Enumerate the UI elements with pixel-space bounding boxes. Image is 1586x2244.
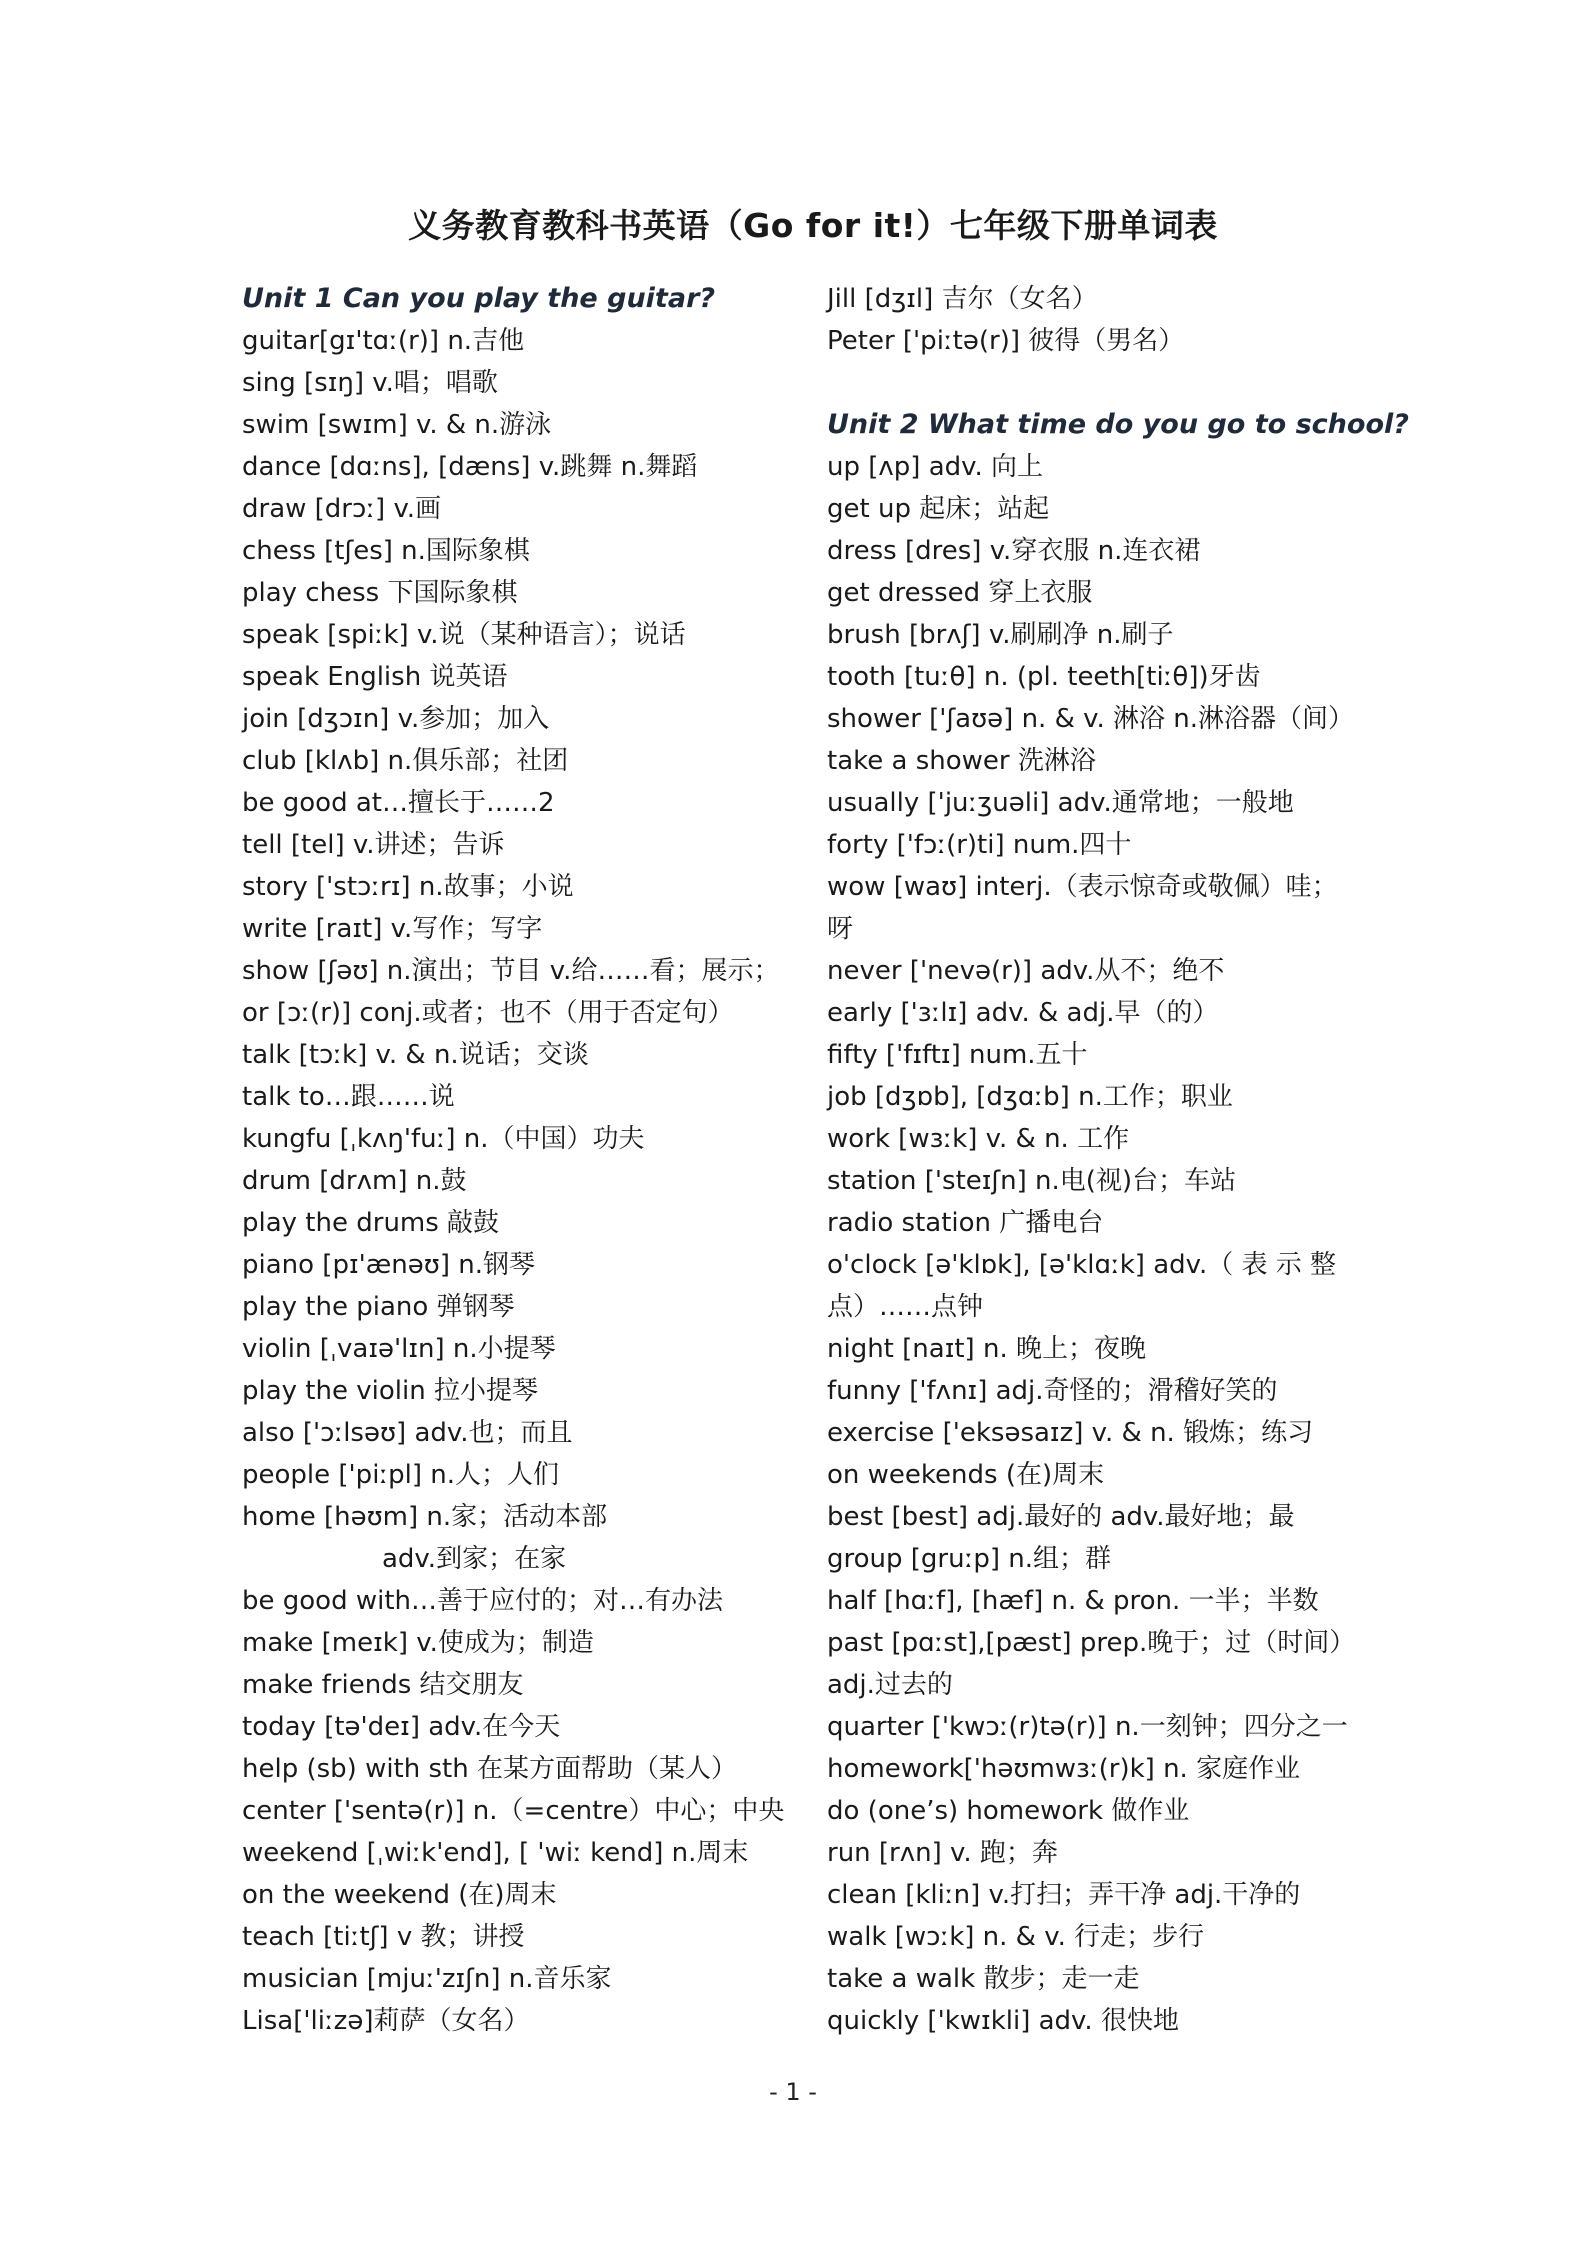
vocab-entry: funny ['fʌnɪ] adj.奇怪的；滑稽好笑的 (827, 1376, 1278, 1406)
vocab-entry: guitar[gɪ'tɑː(r)] n.吉他 (242, 326, 525, 356)
vocab-entry: past [pɑːst],[pæst] prep.晚于；过（时间） (827, 1628, 1356, 1658)
vocab-entry: Lisa['liːzə]莉萨（女名） (242, 2006, 530, 2036)
unit-heading: Unit 2 What time do you go to school? (827, 409, 1409, 440)
vocab-entry: Peter ['piːtə(r)] 彼得（男名） (827, 326, 1185, 356)
vocab-entry: on the weekend (在)周末 (242, 1880, 557, 1910)
vocab-entry: speak [spiːk] v.说（某种语言）；说话 (242, 620, 686, 650)
vocab-entry: quickly ['kwɪkli] adv. 很快地 (827, 2006, 1179, 2036)
vocab-entry: radio station 广播电台 (827, 1208, 1104, 1238)
vocab-entry: talk to…跟……说 (242, 1082, 455, 1112)
vocab-entry: chess [tʃes] n.国际象棋 (242, 536, 530, 566)
vocab-entry: teach [tiːtʃ] v 教；讲授 (242, 1922, 525, 1952)
vocab-entry: weekend [ˌwiːk'end], [ 'wiː kend] n.周末 (242, 1838, 749, 1868)
vocab-entry: speak English 说英语 (242, 662, 508, 692)
vocab-entry: help (sb) with sth 在某方面帮助（某人） (242, 1754, 737, 1784)
vocab-entry: brush [brʌʃ] v.刷刷净 n.刷子 (827, 620, 1174, 650)
vocab-entry: story ['stɔːrɪ] n.故事；小说 (242, 872, 574, 902)
vocab-entry: fifty ['fɪftɪ] num.五十 (827, 1040, 1088, 1070)
vocab-entry: get up 起床；站起 (827, 494, 1050, 524)
vocab-entry: quarter ['kwɔː(r)tə(r)] n.一刻钟；四分之一 (827, 1712, 1348, 1742)
vocab-entry: on weekends (在)周末 (827, 1460, 1105, 1490)
vocab-entry: do (one’s) homework 做作业 (827, 1796, 1190, 1826)
vocab-entry: dance [dɑːns], [dæns] v.跳舞 n.舞蹈 (242, 452, 698, 482)
vocab-entry: best [best] adj.最好的 adv.最好地；最 (827, 1502, 1295, 1532)
vocab-entry: half [hɑːf], [hæf] n. & pron. 一半；半数 (827, 1586, 1319, 1616)
left-column (242, 278, 802, 2042)
vocab-entry: sing [sɪŋ] v.唱；唱歌 (242, 368, 498, 398)
vocab-entry: show [ʃəʊ] n.演出；节目 v.给……看；展示； (242, 956, 780, 986)
vocab-entry: drum [drʌm] n.鼓 (242, 1166, 467, 1196)
vocab-entry: make friends 结交朋友 (242, 1670, 524, 1700)
vocab-entry: play the piano 弹钢琴 (242, 1292, 515, 1322)
vocab-entry: up [ʌp] adv. 向上 (827, 452, 1044, 482)
vocab-entry: play chess 下国际象棋 (242, 578, 518, 608)
right-column (827, 278, 1409, 2042)
spacer (827, 362, 1372, 404)
vocab-entry: today [tə'deɪ] adv.在今天 (242, 1712, 561, 1742)
vocab-entry: kungfu [ˌkʌŋ'fuː] n.（中国）功夫 (242, 1124, 645, 1154)
vocab-entry: work [wɜːk] v. & n. 工作 (827, 1124, 1130, 1154)
page-number: - 1 - (769, 2078, 817, 2106)
vocab-entry: adj.过去的 (827, 1670, 953, 1700)
vocab-entry: group [gruːp] n.组；群 (827, 1544, 1112, 1574)
vocab-entry: swim [swɪm] v. & n.游泳 (242, 410, 552, 440)
vocab-entry: get dressed 穿上衣服 (827, 578, 1093, 608)
vocab-entry: home [həʊm] n.家；活动本部 (242, 1502, 608, 1532)
vocab-entry: night [naɪt] n. 晚上；夜晚 (827, 1334, 1146, 1364)
vocab-entry: also ['ɔːlsəʊ] adv.也；而且 (242, 1418, 573, 1448)
vocab-entry: shower ['ʃaʊə] n. & v. 淋浴 n.淋浴器（间） (827, 704, 1355, 734)
page-title: 义务教育教科书英语（Go for it!）七年级下册单词表 (408, 206, 1218, 245)
vocab-entry: dress [dres] v.穿衣服 n.连衣裙 (827, 536, 1201, 566)
vocab-entry: walk [wɔːk] n. & v. 行走；步行 (827, 1922, 1205, 1952)
vocab-entry: center ['sentə(r)] n.（=centre）中心；中央 (242, 1796, 785, 1826)
vocab-entry: club [klʌb] n.俱乐部；社团 (242, 746, 569, 776)
vocab-entry: draw [drɔː] v.画 (242, 494, 442, 524)
vocab-entry: o'clock [ə'klɒk], [ə'klɑːk] adv.（ 表 示 整 (827, 1250, 1337, 1280)
vocab-entry: usually ['juːʒuəli] adv.通常地；一般地 (827, 788, 1294, 818)
vocab-entry-continuation: adv.到家；在家 (382, 1544, 567, 1574)
vocab-entry: clean [kliːn] v.打扫；弄干净 adj.干净的 (827, 1880, 1301, 1910)
vocab-entry: wow [waʊ] interj.（表示惊奇或敬佩）哇； (827, 872, 1338, 902)
vocab-entry: take a walk 散步；走一走 (827, 1964, 1140, 1994)
vocab-entry: Jill [dʒɪl] 吉尔（女名） (827, 284, 1098, 314)
vocab-entry: play the violin 拉小提琴 (242, 1376, 538, 1406)
vocab-entry: violin [ˌvaɪə'lɪn] n.小提琴 (242, 1334, 556, 1364)
vocab-entry: be good with…善于应付的；对…有办法 (242, 1586, 724, 1616)
vocab-entry: write [raɪt] v.写作；写字 (242, 914, 543, 944)
vocab-entry: tell [tel] v.讲述；告诉 (242, 830, 505, 860)
vocab-entry: take a shower 洗淋浴 (827, 746, 1096, 776)
vocab-entry: early ['ɜːlɪ] adv. & adj.早（的） (827, 998, 1219, 1028)
vocab-entry: piano [pɪ'ænəʊ] n.钢琴 (242, 1250, 535, 1280)
vocab-entry: tooth [tuːθ] n. (pl. teeth[tiːθ])牙齿 (827, 662, 1261, 692)
unit-heading: Unit 1 Can you play the guitar? (242, 283, 716, 314)
vocab-entry: exercise ['eksəsaɪz] v. & n. 锻炼；练习 (827, 1418, 1314, 1448)
vocab-entry: people ['piːpl] n.人；人们 (242, 1460, 560, 1490)
vocab-entry: talk [tɔːk] v. & n.说话；交谈 (242, 1040, 589, 1070)
vocab-entry: forty ['fɔː(r)ti] num.四十 (827, 830, 1132, 860)
vocab-entry: 点）……点钟 (827, 1292, 984, 1322)
vocab-entry: never ['nevə(r)] adv.从不；绝不 (827, 956, 1225, 986)
vocab-entry: musician [mjuː'zɪʃn] n.音乐家 (242, 1964, 612, 1994)
vocab-entry: homework['həʊmwɜː(r)k] n. 家庭作业 (827, 1754, 1301, 1784)
vocab-entry: 呀 (827, 914, 854, 944)
vocab-entry: station ['steɪʃn] n.电(视)台；车站 (827, 1166, 1237, 1196)
vocab-entry: or [ɔː(r)] conj.或者；也不（用于否定句） (242, 998, 734, 1028)
vocab-entry: job [dʒɒb], [dʒɑːb] n.工作；职业 (827, 1082, 1233, 1112)
vocab-entry: play the drums 敲鼓 (242, 1208, 500, 1238)
vocab-entry: run [rʌn] v. 跑；奔 (827, 1838, 1058, 1868)
vocab-entry: join [dʒɔɪn] v.参加；加入 (242, 704, 550, 734)
vocab-entry: make [meɪk] v.使成为；制造 (242, 1628, 594, 1658)
vocab-entry: be good at…擅长于……2 (242, 788, 555, 818)
